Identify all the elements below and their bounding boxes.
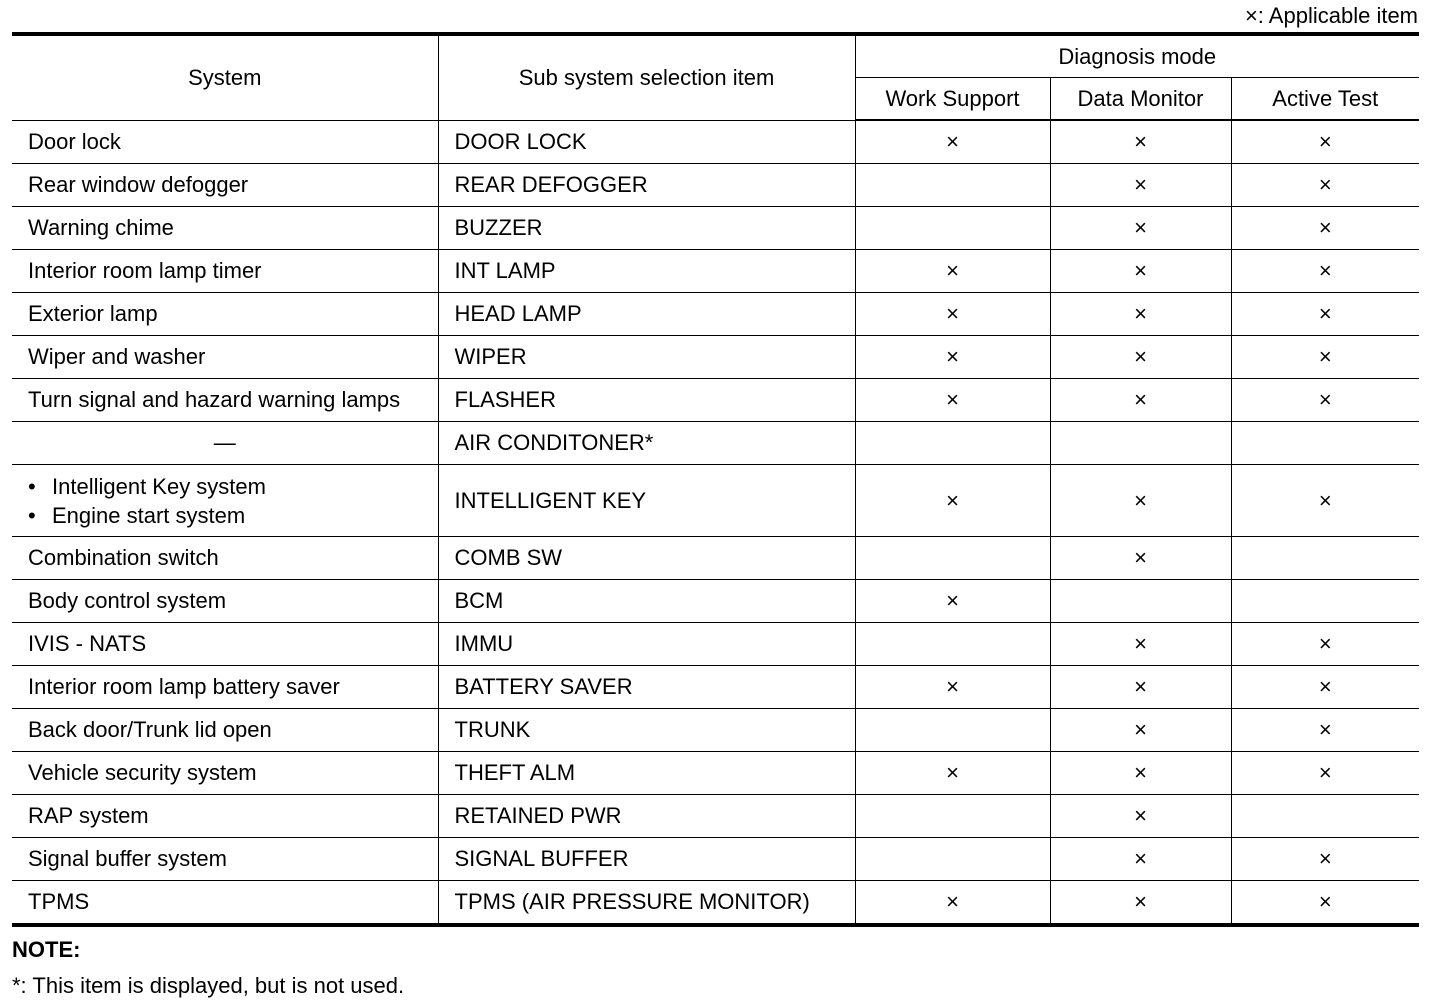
data-monitor-mark: × [1050, 164, 1231, 207]
work-support-mark [855, 422, 1050, 465]
work-support-mark: × [855, 465, 1050, 537]
subsystem-cell: BATTERY SAVER [438, 666, 855, 709]
applicable-item-legend: ×: Applicable item [1244, 3, 1418, 28]
data-monitor-mark: × [1050, 752, 1231, 795]
header-diagnosis-mode: Diagnosis mode [855, 34, 1419, 78]
table-row [12, 120, 1419, 164]
active-test-mark: × [1231, 709, 1419, 752]
data-monitor-mark: × [1050, 795, 1231, 838]
subsystem-cell: RETAINED PWR [438, 795, 855, 838]
table-row [12, 422, 1419, 465]
table-row [12, 537, 1419, 580]
data-monitor-mark: × [1050, 709, 1231, 752]
active-test-mark: × [1231, 465, 1419, 537]
subsystem-cell: THEFT ALM [438, 752, 855, 795]
table-row [12, 379, 1419, 422]
system-cell: Body control system [12, 580, 438, 623]
system-cell [12, 465, 438, 537]
work-support-mark [855, 838, 1050, 881]
system-cell: TPMS [12, 881, 438, 926]
data-monitor-mark: × [1050, 666, 1231, 709]
active-test-mark: × [1231, 838, 1419, 881]
data-monitor-mark: × [1050, 537, 1231, 580]
active-test-mark: × [1231, 623, 1419, 666]
list-item: • Engine start system [28, 501, 422, 530]
diagnosis-mode-table [12, 32, 1419, 927]
list-item: • Intelligent Key system [28, 472, 422, 501]
work-support-mark: × [855, 336, 1050, 379]
subsystem-cell: TRUNK [438, 709, 855, 752]
work-support-mark [855, 207, 1050, 250]
system-bullet-list [28, 472, 422, 530]
subsystem-cell: BCM [438, 580, 855, 623]
system-cell: IVIS - NATS [12, 623, 438, 666]
table-row [12, 164, 1419, 207]
system-cell: Exterior lamp [12, 293, 438, 336]
work-support-mark: × [855, 120, 1050, 164]
data-monitor-mark: × [1050, 465, 1231, 537]
active-test-mark: × [1231, 336, 1419, 379]
active-test-mark: × [1231, 120, 1419, 164]
system-cell: — [12, 422, 438, 465]
data-monitor-mark: × [1050, 207, 1231, 250]
header-data-monitor: Data Monitor [1050, 78, 1231, 121]
active-test-mark [1231, 422, 1419, 465]
work-support-mark [855, 164, 1050, 207]
header-subsystem: Sub system selection item [438, 34, 855, 120]
data-monitor-mark: × [1050, 250, 1231, 293]
subsystem-cell: COMB SW [438, 537, 855, 580]
table-row [12, 623, 1419, 666]
work-support-mark: × [855, 881, 1050, 926]
work-support-mark: × [855, 250, 1050, 293]
table-row [12, 795, 1419, 838]
system-cell: Vehicle security system [12, 752, 438, 795]
subsystem-cell: AIR CONDITONER* [438, 422, 855, 465]
work-support-mark [855, 795, 1050, 838]
table-body [12, 120, 1419, 925]
active-test-mark: × [1231, 164, 1419, 207]
active-test-mark: × [1231, 207, 1419, 250]
data-monitor-mark [1050, 580, 1231, 623]
table-row [12, 752, 1419, 795]
work-support-mark: × [855, 293, 1050, 336]
subsystem-cell: DOOR LOCK [438, 120, 855, 164]
active-test-mark [1231, 580, 1419, 623]
active-test-mark: × [1231, 666, 1419, 709]
work-support-mark [855, 623, 1050, 666]
subsystem-cell: SIGNAL BUFFER [438, 838, 855, 881]
active-test-mark: × [1231, 379, 1419, 422]
subsystem-cell: BUZZER [438, 207, 855, 250]
active-test-mark: × [1231, 752, 1419, 795]
data-monitor-mark: × [1050, 120, 1231, 164]
table-row [12, 293, 1419, 336]
subsystem-cell: WIPER [438, 336, 855, 379]
system-cell: Signal buffer system [12, 838, 438, 881]
active-test-mark: × [1231, 250, 1419, 293]
work-support-mark: × [855, 580, 1050, 623]
header-work-support: Work Support [855, 78, 1050, 121]
system-cell: Interior room lamp timer [12, 250, 438, 293]
active-test-mark: × [1231, 293, 1419, 336]
data-monitor-mark: × [1050, 623, 1231, 666]
system-cell: Turn signal and hazard warning lamps [12, 379, 438, 422]
data-monitor-mark: × [1050, 293, 1231, 336]
data-monitor-mark: × [1050, 881, 1231, 926]
active-test-mark [1231, 537, 1419, 580]
table-row [12, 465, 1419, 537]
system-cell: Rear window defogger [12, 164, 438, 207]
data-monitor-mark: × [1050, 336, 1231, 379]
system-cell: Back door/Trunk lid open [12, 709, 438, 752]
note-title: NOTE: [12, 937, 81, 962]
work-support-mark: × [855, 666, 1050, 709]
system-cell: Combination switch [12, 537, 438, 580]
work-support-mark: × [855, 752, 1050, 795]
system-cell: Wiper and washer [12, 336, 438, 379]
data-monitor-mark: × [1050, 838, 1231, 881]
system-cell: Door lock [12, 120, 438, 164]
subsystem-cell: IMMU [438, 623, 855, 666]
table-header [12, 34, 1419, 120]
subsystem-cell: TPMS (AIR PRESSURE MONITOR) [438, 881, 855, 926]
subsystem-cell: REAR DEFOGGER [438, 164, 855, 207]
system-cell: RAP system [12, 795, 438, 838]
note-text: *: This item is displayed, but is not used. [12, 973, 405, 998]
table-row [12, 709, 1419, 752]
system-cell: Warning chime [12, 207, 438, 250]
header-active-test: Active Test [1231, 78, 1419, 121]
active-test-mark [1231, 795, 1419, 838]
subsystem-cell: FLASHER [438, 379, 855, 422]
table-row [12, 207, 1419, 250]
work-support-mark: × [855, 379, 1050, 422]
subsystem-cell: INT LAMP [438, 250, 855, 293]
table-row [12, 250, 1419, 293]
system-cell: Interior room lamp battery saver [12, 666, 438, 709]
data-monitor-mark [1050, 422, 1231, 465]
data-monitor-mark: × [1050, 379, 1231, 422]
table-row [12, 838, 1419, 881]
table-row [12, 666, 1419, 709]
table-row [12, 336, 1419, 379]
active-test-mark: × [1231, 881, 1419, 926]
work-support-mark [855, 537, 1050, 580]
table-row [12, 881, 1419, 926]
work-support-mark [855, 709, 1050, 752]
subsystem-cell: HEAD LAMP [438, 293, 855, 336]
subsystem-cell: INTELLIGENT KEY [438, 465, 855, 537]
table-row [12, 580, 1419, 623]
header-system: System [12, 34, 438, 120]
